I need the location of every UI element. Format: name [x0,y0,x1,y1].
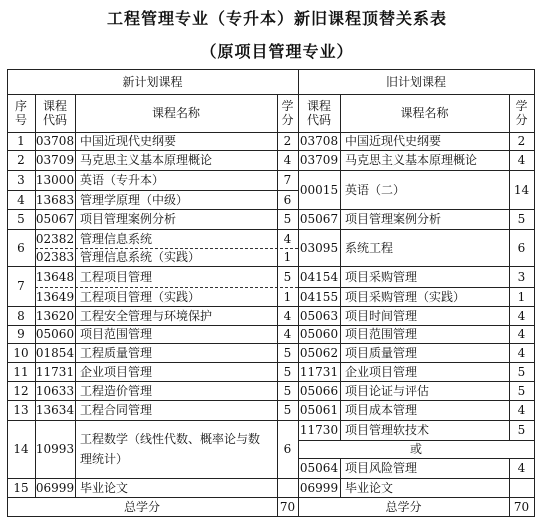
column-header-credit: 学分 [515,99,528,127]
course-code: 05066 [299,383,339,398]
course-seq: 5 [17,212,25,226]
course-code: 06999 [299,480,339,495]
new-plan-header: 新计划课程 [122,74,183,89]
course-credit: 4 [517,403,526,417]
course-credit: 1 [283,250,292,264]
course-code: 02383 [35,250,75,264]
course-code: 13649 [35,289,75,304]
course-name: 毕业论文 [80,480,129,495]
course-name: 项目管理软技术 [345,423,430,437]
course-code: 02382 [35,231,75,246]
course-seq: 3 [17,173,25,187]
course-credit: 5 [517,383,526,398]
course-code: 05064 [299,461,339,475]
column-header-seq: 序号 [14,99,27,127]
course-name: 马克思主义基本原理概论 [345,153,478,167]
course-seq: 4 [17,192,25,207]
course-code: 05060 [35,327,75,341]
course-credit: 7 [283,173,292,187]
course-seq: 12 [13,383,29,398]
course-code: 01854 [35,345,75,360]
column-header-code: 课程代码 [307,99,331,127]
course-credit: 5 [283,269,292,284]
course-name: 马克思主义基本原理概论 [80,153,213,167]
old-total-credits: 70 [513,499,530,514]
course-credit: 4 [517,345,526,360]
course-code: 05063 [299,308,339,323]
course-credit: 5 [283,403,292,417]
course-credit: 2 [517,134,526,148]
course-credit: 4 [283,308,292,323]
course-credit: 4 [517,153,526,167]
course-name: 工程项目管理 [80,269,153,284]
course-credit: 5 [283,345,292,360]
course-credit: 4 [517,327,526,341]
course-name: 项目成本管理 [345,403,418,417]
course-seq: 2 [17,153,25,167]
old-plan-header: 旧计划课程 [385,74,446,89]
course-name: 企业项目管理 [80,364,153,379]
course-code: 13683 [35,192,75,207]
course-name: 管理信息系统 [80,231,153,246]
course-name: 项目管理案例分析 [345,212,442,226]
course-credit: 6 [517,240,526,255]
table-rule [534,69,535,517]
course-name: 项目范围管理 [80,327,153,341]
course-credit: 4 [283,153,292,167]
total-label: 总学分 [385,499,422,514]
course-code: 13000 [35,173,75,187]
course-credit: 4 [517,461,526,475]
course-credit: 4 [283,231,292,246]
course-seq: 6 [17,240,25,255]
course-code: 03709 [299,153,339,167]
course-credit: 1 [283,289,292,304]
course-code: 11731 [35,364,75,379]
course-name: 企业项目管理 [345,364,418,379]
course-seq: 9 [17,327,25,341]
course-credit: 5 [517,212,526,226]
course-code: 11731 [299,364,339,379]
course-code: 05067 [299,212,339,226]
total-label: 总学分 [123,499,160,514]
new-total-credits: 70 [279,499,296,514]
course-seq: 11 [13,364,29,379]
course-name: 英语（二） [345,182,406,197]
course-name: 工程质量管理 [80,345,153,360]
course-name: 英语（专升本） [80,173,165,187]
course-name: 项目采购管理 [345,269,418,284]
course-credit: 5 [517,364,526,379]
course-name: 项目论证与评估 [345,383,430,398]
course-code: 00015 [299,182,339,197]
table-rule [7,516,535,517]
course-seq: 10 [13,345,29,360]
course-name: 中国近现代史纲要 [80,134,177,148]
course-seq: 13 [13,403,29,417]
course-code: 03708 [35,134,75,148]
course-name: 工程造价管理 [80,383,153,398]
course-name: 系统工程 [345,240,394,255]
course-credit: 4 [517,308,526,323]
course-credit: 1 [517,289,526,304]
course-credit: 5 [283,212,292,226]
course-name: 管理学原理（中级） [80,192,189,207]
course-code: 05062 [299,345,339,360]
course-name: 工程合同管理 [80,403,153,417]
course-code: 03709 [35,153,75,167]
course-name: 项目质量管理 [345,345,418,360]
course-credit: 5 [283,364,292,379]
course-name: 项目时间管理 [345,308,418,323]
course-name: 项目范围管理 [345,327,418,341]
course-credit: 5 [283,383,292,398]
course-name: 项目风险管理 [345,461,418,475]
course-name: 工程数学（线性代数、概率论与数理统计） [80,432,261,466]
course-code: 13620 [35,308,75,323]
page-subtitle: （原项目管理专业） [200,42,354,61]
course-credit [509,478,534,497]
course-credit: 6 [283,192,292,207]
column-header-name: 课程名称 [151,106,200,120]
course-code: 05060 [299,327,339,341]
course-code: 13634 [35,403,75,417]
course-seq: 7 [17,279,25,293]
course-credit: 4 [283,327,292,341]
course-code: 10993 [35,442,75,456]
course-credit: 14 [513,182,530,197]
course-seq: 8 [17,308,25,323]
page-title: 工程管理专业（专升本）新旧课程顶替关系表 [106,9,447,28]
course-credit: 3 [517,269,526,284]
course-name: 管理信息系统（实践） [80,250,201,264]
column-header-credit: 学分 [281,99,294,127]
course-code: 04154 [299,269,339,284]
course-name: 工程项目管理（实践） [80,289,201,304]
course-code: 11730 [299,423,339,437]
course-code: 05061 [299,403,339,417]
course-code: 05067 [35,212,75,226]
course-code: 10633 [35,383,75,398]
course-code: 13648 [35,269,75,284]
course-seq: 14 [13,442,29,456]
course-credit: 2 [283,134,292,148]
course-seq: 15 [13,480,29,495]
course-name: 项目管理案例分析 [80,212,177,226]
column-header-code: 课程代码 [42,99,67,127]
course-name: 中国近现代史纲要 [345,134,442,148]
course-code: 06999 [35,480,75,495]
course-code: 03708 [299,134,339,148]
course-code: 04155 [299,289,339,304]
course-name: 工程安全管理与环境保护 [80,308,213,323]
course-code: 03095 [299,240,339,255]
or-separator: 或 [409,442,422,456]
course-name: 毕业论文 [345,480,394,495]
course-seq: 1 [17,134,25,148]
column-header-name: 课程名称 [400,106,449,120]
course-credit: 6 [283,442,292,456]
course-credit: 5 [517,423,526,437]
course-credit [277,478,298,497]
course-name: 项目采购管理（实践） [345,289,466,304]
